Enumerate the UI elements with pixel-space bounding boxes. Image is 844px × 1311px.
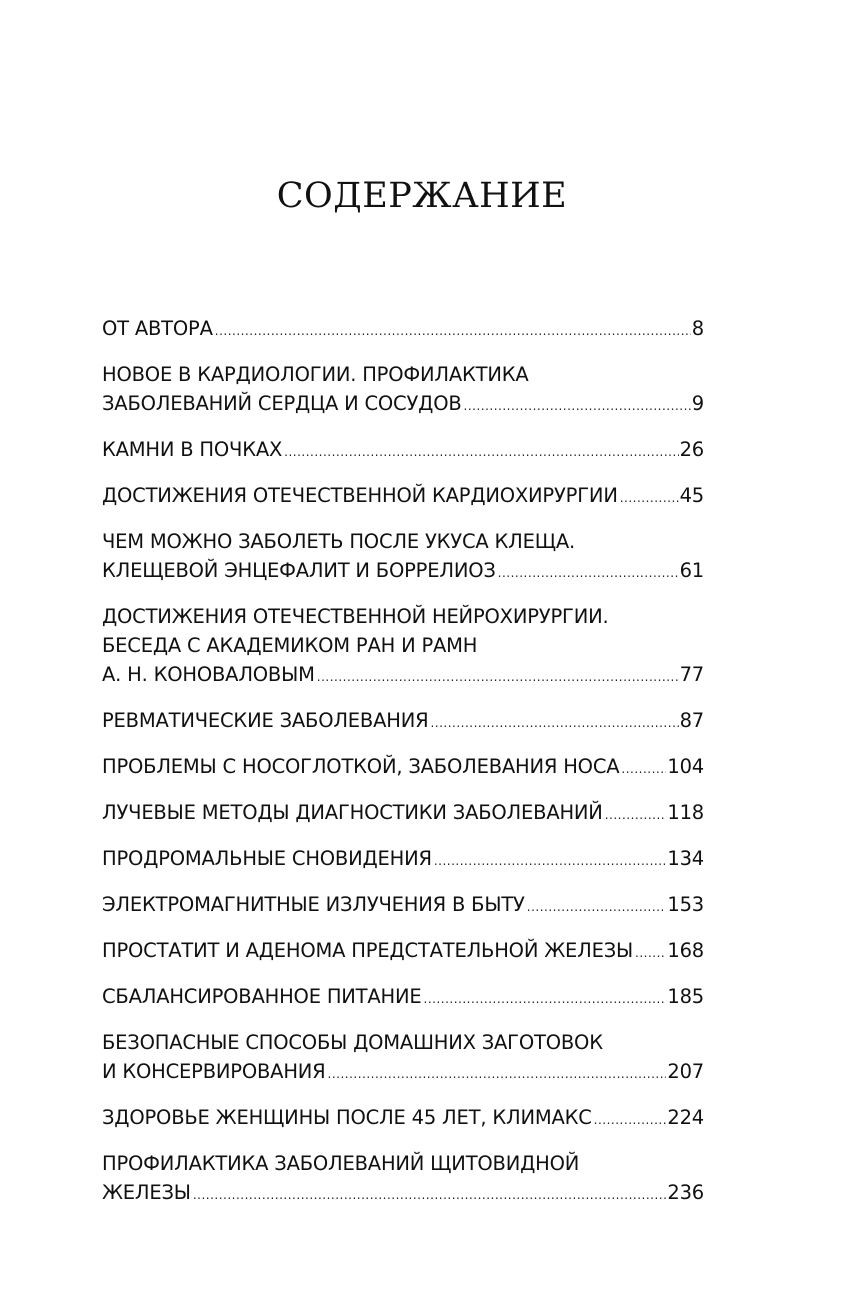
toc-entry-title-line: ПРОСТАТИТ И АДЕНОМА ПРЕДСТАТЕЛЬНОЙ ЖЕЛЕЗЫ	[102, 939, 634, 962]
dot-leader	[498, 559, 679, 588]
table-of-contents	[102, 314, 704, 1224]
dot-leader	[284, 438, 678, 467]
toc-page-number: 87	[679, 709, 704, 732]
dot-leader	[434, 847, 667, 876]
toc-entry	[102, 481, 704, 513]
toc-entry-title-line: РЕВМАТИЧЕСКИЕ ЗАБОЛЕВАНИЯ	[102, 709, 429, 732]
toc-entry	[102, 1103, 704, 1135]
toc-page-number: 61	[679, 559, 704, 582]
toc-page-number: 104	[667, 755, 704, 778]
toc-page-number: 185	[667, 985, 704, 1008]
toc-entry-last-line	[102, 1057, 704, 1089]
toc-entry-title-line: ПРОБЛЕМЫ С НОСОГЛОТКОЙ, ЗАБОЛЕВАНИЯ НОСА	[102, 755, 620, 778]
toc-entry-last-line	[102, 1178, 704, 1210]
toc-entry	[102, 706, 704, 738]
toc-entry-last-line	[102, 982, 704, 1014]
dot-leader	[635, 939, 666, 968]
dot-leader	[527, 893, 667, 922]
toc-entry-title-line: ЭЛЕКТРОМАГНИТНЫЕ ИЗЛУЧЕНИЯ В БЫТУ	[102, 893, 525, 916]
toc-entry-last-line	[102, 752, 704, 784]
toc-entry-title-line: ЖЕЛЕЗЫ	[102, 1181, 191, 1204]
toc-entry	[102, 435, 704, 467]
toc-page-number: 8	[691, 317, 704, 340]
page-title: СОДЕРЖАНИЕ	[276, 176, 568, 216]
toc-entry-title-line: БЕЗОПАСНЫЕ СПОСОБЫ ДОМАШНИХ ЗАГОТОВОК	[102, 1031, 603, 1054]
toc-entry	[102, 360, 704, 421]
dot-leader	[424, 985, 667, 1014]
toc-entry-last-line	[102, 481, 704, 513]
toc-page-number: 26	[679, 438, 704, 461]
toc-page-number: 224	[667, 1106, 704, 1129]
dot-leader	[317, 663, 679, 692]
toc-page-number: 168	[667, 939, 704, 962]
toc-entry-title-line: ОТ АВТОРА	[102, 317, 213, 340]
toc-entry	[102, 527, 704, 588]
toc-entry-title-line: СБАЛАНСИРОВАННОЕ ПИТАНИЕ	[102, 985, 422, 1008]
toc-page-number: 236	[667, 1181, 704, 1204]
toc-entry	[102, 936, 704, 968]
toc-entry-title-line: КАМНИ В ПОЧКАХ	[102, 438, 283, 461]
toc-entry-title-line: ЧЕМ МОЖНО ЗАБОЛЕТЬ ПОСЛЕ УКУСА КЛЕЩА.	[102, 530, 576, 553]
toc-entry-title-line: ДОСТИЖЕНИЯ ОТЕЧЕСТВЕННОЙ КАРДИОХИРУРГИИ	[102, 484, 618, 507]
dot-leader	[621, 755, 666, 784]
toc-entry-title-line: ЗАБОЛЕВАНИЙ СЕРДЦА И СОСУДОВ	[102, 392, 462, 415]
toc-entry-title-line: КЛЕЩЕВОЙ ЭНЦЕФАЛИТ И БОРРЕЛИОЗ	[102, 559, 496, 582]
toc-entry-last-line	[102, 1103, 704, 1135]
toc-entry-title-line: НОВОЕ В КАРДИОЛОГИИ. ПРОФИЛАКТИКА	[102, 363, 529, 386]
toc-entry	[102, 602, 704, 692]
toc-entry-last-line	[102, 936, 704, 968]
dot-leader	[430, 709, 678, 738]
toc-entry-title-line: ПРОФИЛАКТИКА ЗАБОЛЕВАНИЙ ЩИТОВИДНОЙ	[102, 1152, 580, 1175]
toc-entry-title-line: ЗДОРОВЬЕ ЖЕНЩИНЫ ПОСЛЕ 45 ЛЕТ, КЛИМАКС	[102, 1106, 592, 1129]
dot-leader	[464, 392, 691, 421]
dot-leader	[328, 1060, 667, 1089]
toc-page-number: 207	[667, 1060, 704, 1083]
toc-entry	[102, 982, 704, 1014]
toc-entry	[102, 798, 704, 830]
toc-entry-last-line	[102, 890, 704, 922]
toc-entry-last-line	[102, 389, 704, 421]
toc-entry-title-line: БЕСЕДА С АКАДЕМИКОМ РАН И РАМН	[102, 634, 478, 657]
toc-entry	[102, 1149, 704, 1210]
toc-entry-last-line	[102, 435, 704, 467]
dot-leader	[594, 1106, 667, 1135]
toc-entry-last-line	[102, 314, 704, 346]
dot-leader	[215, 317, 691, 346]
toc-page-number: 118	[667, 801, 704, 824]
toc-entry-title-line: А. Н. КОНОВАЛОВЫМ	[102, 663, 315, 686]
toc-entry	[102, 752, 704, 784]
toc-entry	[102, 890, 704, 922]
toc-entry-title-line: ДОСТИЖЕНИЯ ОТЕЧЕСТВЕННОЙ НЕЙРОХИРУРГИИ.	[102, 605, 609, 628]
dot-leader	[193, 1181, 667, 1210]
toc-entry	[102, 314, 704, 346]
dot-leader	[620, 484, 679, 513]
toc-entry-last-line	[102, 798, 704, 830]
toc-entry-title-line: ЛУЧЕВЫЕ МЕТОДЫ ДИАГНОСТИКИ ЗАБОЛЕВАНИЙ	[102, 801, 603, 824]
dot-leader	[605, 801, 667, 830]
toc-page-number: 134	[667, 847, 704, 870]
toc-entry-last-line	[102, 844, 704, 876]
toc-page-number: 9	[691, 392, 704, 415]
toc-page-number: 153	[667, 893, 704, 916]
toc-page-number: 45	[679, 484, 704, 507]
toc-entry	[102, 1028, 704, 1089]
toc-page-number: 77	[679, 663, 704, 686]
toc-entry-last-line	[102, 660, 704, 692]
toc-entry-title-line: ПРОДРОМАЛЬНЫЕ СНОВИДЕНИЯ	[102, 847, 432, 870]
toc-entry-last-line	[102, 556, 704, 588]
toc-entry-last-line	[102, 706, 704, 738]
toc-entry-title-line: И КОНСЕРВИРОВАНИЯ	[102, 1060, 326, 1083]
toc-entry	[102, 844, 704, 876]
